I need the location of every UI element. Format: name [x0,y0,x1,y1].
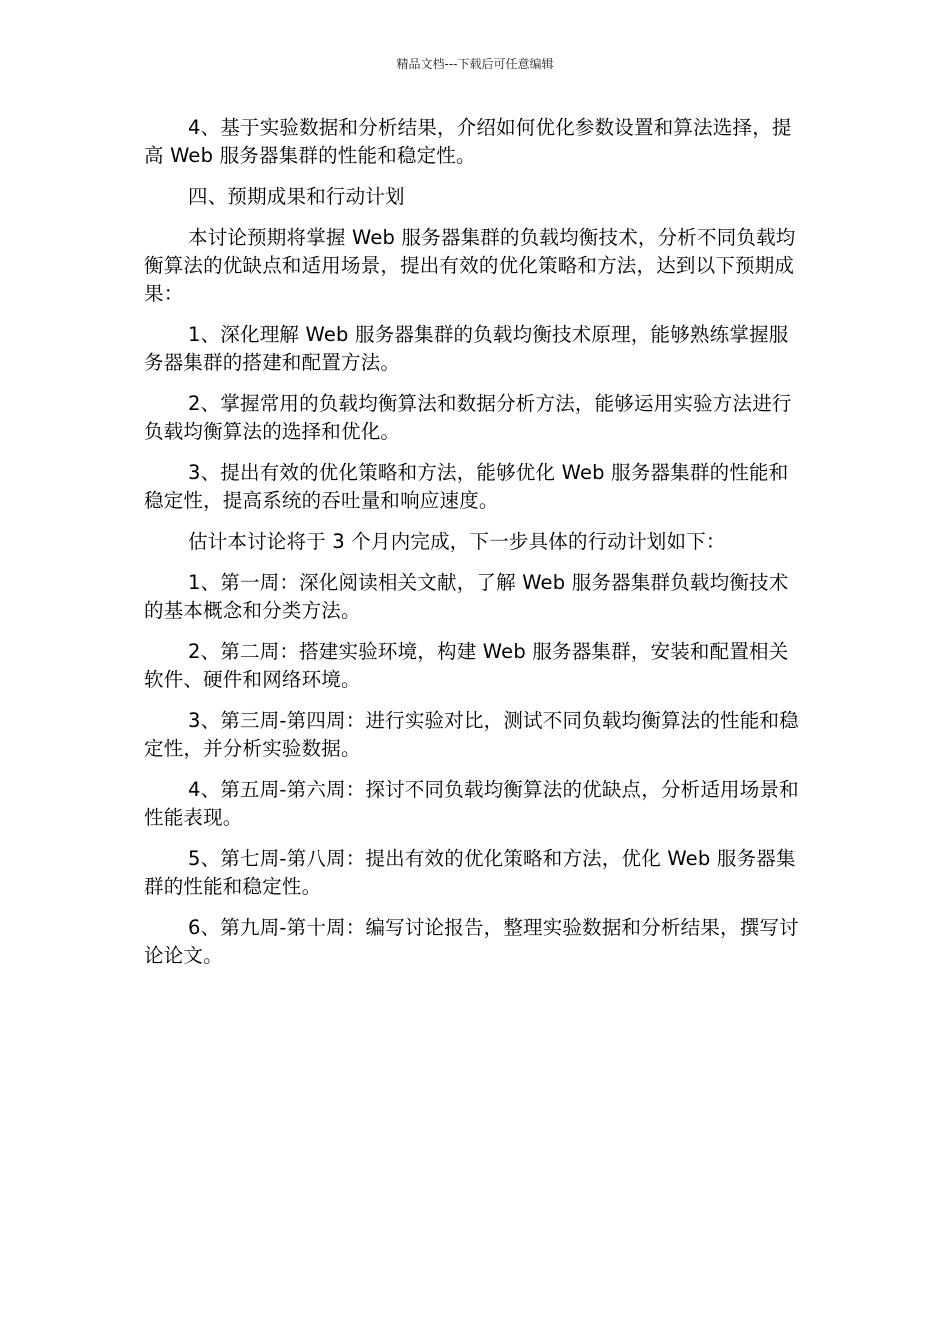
outcome-item-1: 1、深化理解 Web 服务器集群的负载均衡技术原理，能够熟练掌握服务器集群的搭建和配置方法。 [144,323,789,374]
plan-intro: 估计本讨论将于 3 个月内完成，下一步具体的行动计划如下： [188,530,726,553]
section-heading: 四、预期成果和行动计划 [188,185,405,208]
plan-item-6: 6、第九周-第十周：编写讨论报告，整理实验数据和分析结果，撰写讨论论文。 [144,916,799,967]
paragraph-item-4: 4、基于实验数据和分析结果，介绍如何优化参数设置和算法选择，提高 Web 服务器集群的性能和稳定性。 [144,116,792,167]
paragraph-intro: 本讨论预期将掌握 Web 服务器集群的负载均衡技术，分析不同负载均衡算法的优缺点和适用场景，提出有效的优化策略和方法，达到以下预期成果： [144,226,796,305]
plan-item-1: 1、第一周：深化阅读相关文献，了解 Web 服务器集群负载均衡技术的基本概念和分类方法。 [144,571,789,622]
plan-item-5: 5、第七周-第八周：提出有效的优化策略和方法，优化 Web 服务器集群的性能和稳定性。 [144,847,796,898]
plan-item-4: 4、第五周-第六周：探讨不同负载均衡算法的优缺点，分析适用场景和性能表现。 [144,778,799,829]
outcome-item-2: 2、掌握常用的负载均衡算法和数据分析方法，能够运用实验方法进行负载均衡算法的选择和优化。 [144,392,792,443]
plan-item-2: 2、第二周：搭建实验环境，构建 Web 服务器集群，安装和配置相关软件、硬件和网络环境。 [144,640,789,691]
page-header: 精品文档---下载后可任意编辑 [396,57,554,71]
document-body [144,114,808,983]
plan-item-3: 3、第三周-第四周：进行实验对比，测试不同负载均衡算法的性能和稳定性，并分析实验数据。 [144,709,799,760]
outcome-item-3: 3、提出有效的优化策略和方法，能够优化 Web 服务器集群的性能和稳定性，提高系统的吞吐量和响应速度。 [144,461,789,512]
